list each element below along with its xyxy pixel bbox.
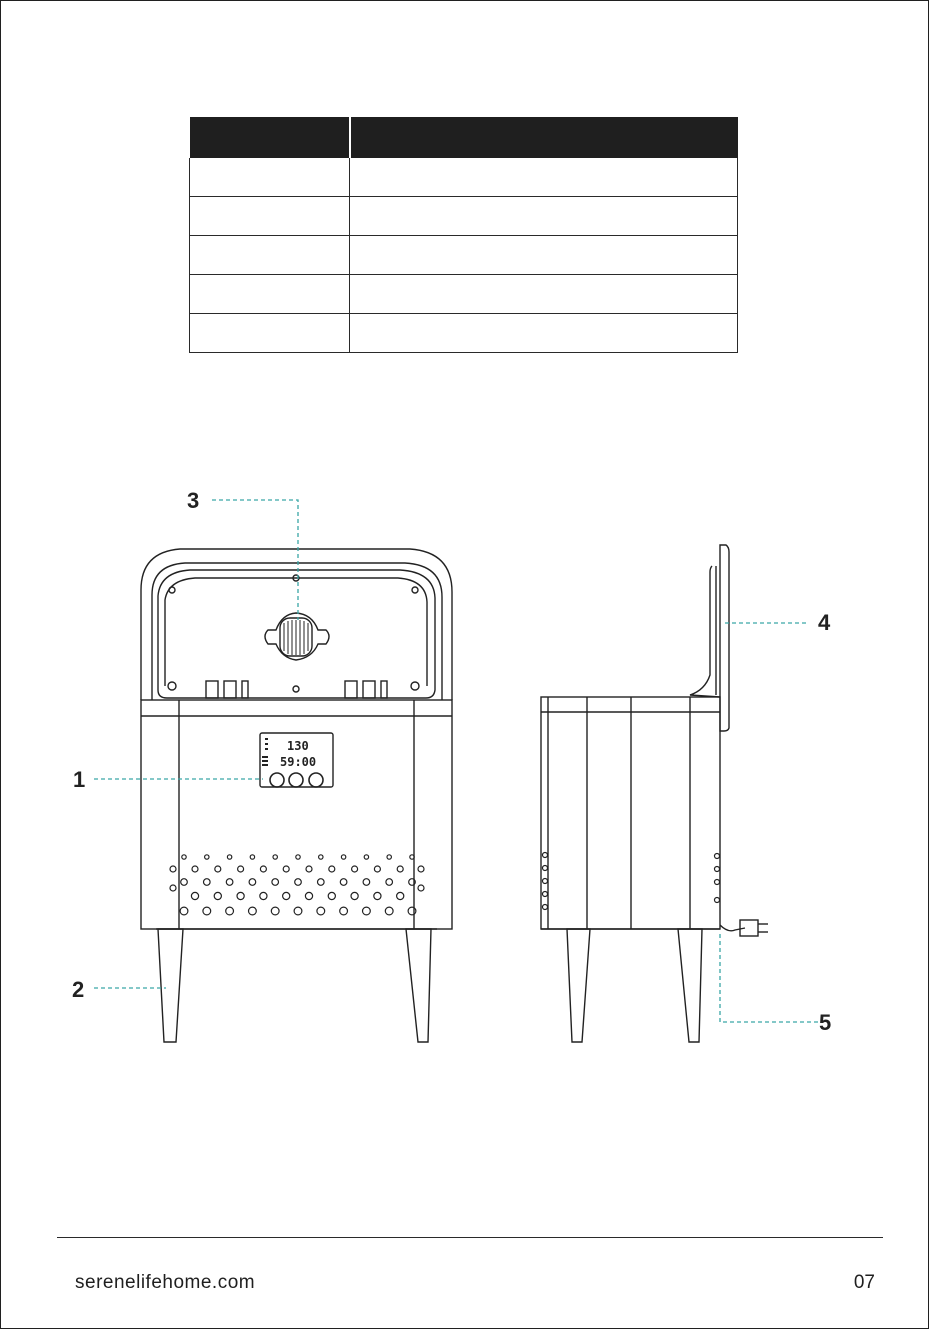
vent-hole [283, 892, 290, 899]
vent-hole [418, 885, 424, 891]
callout-4: 4 [818, 610, 831, 635]
callout-5: 5 [819, 1010, 832, 1035]
vent-hole [341, 855, 345, 859]
vent-hole [260, 892, 267, 899]
parts-table [189, 117, 738, 353]
vent-hole [418, 866, 424, 872]
table-cell [350, 197, 738, 236]
vent-hole [250, 855, 254, 859]
table-header-cell [190, 117, 350, 158]
callout-2: 2 [72, 977, 85, 1002]
table-cell [350, 275, 738, 314]
vent-hole [238, 866, 244, 872]
side-lid [720, 545, 729, 731]
front-lid-inner [152, 563, 442, 700]
front-leg-right [406, 929, 431, 1042]
vent-hole [204, 879, 211, 886]
table-cell [190, 197, 350, 236]
table-cell [190, 236, 350, 275]
table-row [190, 158, 738, 197]
vent-hole [214, 892, 221, 899]
vent-hole [385, 907, 393, 915]
vent-hole [340, 907, 348, 915]
vent-hole [352, 866, 358, 872]
table-cell [190, 275, 350, 314]
display-temperature: 130 [287, 739, 309, 753]
vent-hole [363, 879, 370, 886]
vent-hole [295, 879, 302, 886]
vent-hole [397, 892, 404, 899]
table-header-cell [350, 117, 738, 158]
vent-hole [227, 855, 231, 859]
table-cell [350, 236, 738, 275]
table-cell [350, 158, 738, 197]
vent-hole [317, 907, 325, 915]
vent-hole [192, 866, 198, 872]
vent-hole [205, 855, 209, 859]
front-leg-left [158, 929, 183, 1042]
vent-hole [329, 866, 335, 872]
vent-hole [364, 855, 368, 859]
vent-hole [215, 866, 221, 872]
vent-hole [363, 907, 371, 915]
vent-hole [340, 879, 347, 886]
vent-hole [408, 907, 416, 915]
vent-hole [249, 879, 256, 886]
footer-divider [57, 1237, 883, 1238]
page-number: 07 [853, 1272, 875, 1293]
front-body [141, 700, 452, 929]
footer-website: serenelifehome.com [75, 1272, 256, 1293]
vent-hole [328, 892, 335, 899]
vent-hole [305, 892, 312, 899]
table-header-row [190, 117, 738, 158]
display-timer: 59:00 [280, 755, 317, 769]
vent-hole [170, 866, 176, 872]
vent-hole [386, 879, 393, 886]
vent-hole [306, 866, 312, 872]
vent-hole [296, 855, 300, 859]
vent-hole [226, 907, 234, 915]
vent-hole [351, 892, 358, 899]
vent-hole [260, 866, 266, 872]
vent-hole [397, 866, 403, 872]
vent-hole [182, 855, 186, 859]
vent-hole [272, 879, 279, 886]
vent-hole [226, 879, 233, 886]
vent-hole [249, 907, 257, 915]
fan-housing [265, 613, 329, 660]
vent-hole [294, 907, 302, 915]
table-cell [190, 158, 350, 197]
vent-hole [180, 907, 188, 915]
vent-hole [283, 866, 289, 872]
vent-hole [170, 885, 176, 891]
table-row [190, 314, 738, 353]
vent-hole [273, 855, 277, 859]
vent-hole [374, 866, 380, 872]
power-cord [720, 925, 745, 931]
vent-hole [387, 855, 391, 859]
side-leg-right [678, 929, 702, 1042]
vent-hole [319, 855, 323, 859]
vent-hole [203, 907, 211, 915]
table-cell [350, 314, 738, 353]
table-row [190, 236, 738, 275]
table-row [190, 197, 738, 236]
product-illustration [0, 480, 929, 1080]
side-leg-left [567, 929, 590, 1042]
vent-hole [318, 879, 325, 886]
vent-hole [271, 907, 279, 915]
vent-hole [181, 879, 188, 886]
vent-holes [170, 855, 424, 915]
callout-1: 1 [73, 767, 86, 792]
vent-hole [237, 892, 244, 899]
vent-hole [191, 892, 198, 899]
callout-3: 3 [187, 488, 200, 513]
table-cell [190, 314, 350, 353]
table-row [190, 275, 738, 314]
vent-hole [374, 892, 381, 899]
